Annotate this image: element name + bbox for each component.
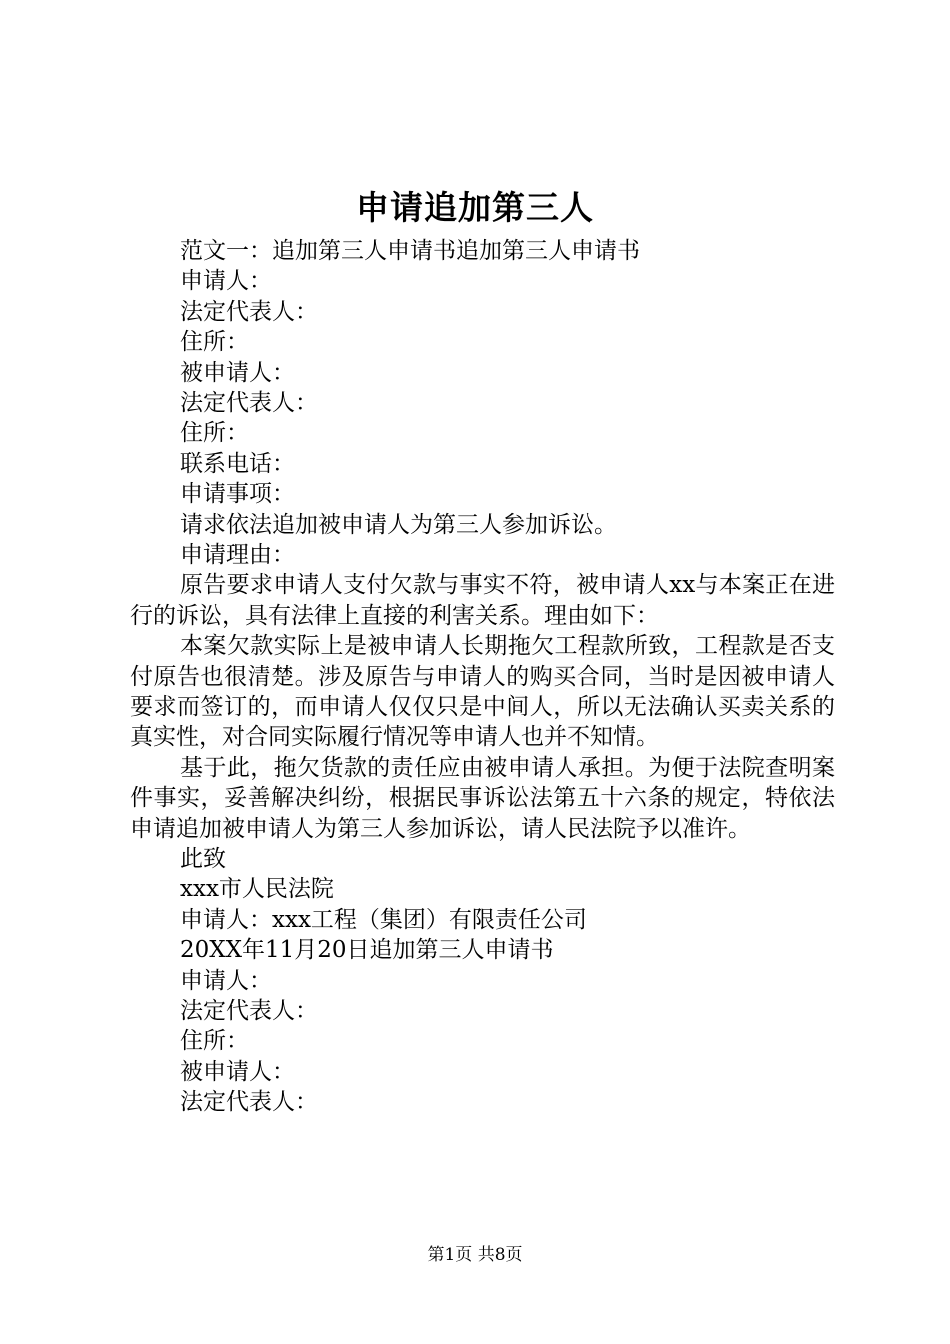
document-title: 申请追加第三人 (356, 188, 594, 227)
applicant-label-2: 申请人： (180, 967, 272, 994)
signature-applicant: 申请人：xxx工程（集团）有限责任公司 (180, 906, 587, 933)
respondent-legal-representative-label-2: 法定代表人： (180, 1089, 318, 1116)
reason-paragraph-2: 本案欠款实际上是被申请人长期拖欠工程款所致，工程款是否支付原告也很清楚。涉及原告与申请人的购买合同，当时是因被申请人要求而签订的，而申请人仅仅只是中间人，所以无法确认买卖关系的真实性，对合同实际履行情况等申请人也并不知情。 (130, 633, 835, 751)
page-number-footer: 第1页 共8页 (427, 1245, 523, 1265)
respondent-address-label: 住所： (180, 420, 249, 447)
intro-line: 范文一：追加第三人申请书追加第三人申请书 (180, 238, 640, 264)
respondent-label-2: 被申请人： (180, 1058, 295, 1085)
reason-paragraph-1: 原告要求申请人支付欠款与事实不符，被申请人xx与本案正在进行的诉讼，具有法律上直接的利害关系。理由如下： (130, 572, 835, 629)
address-label: 住所： (180, 329, 249, 356)
document-body (130, 236, 835, 1117)
phone-label: 联系电话： (180, 450, 295, 477)
salutation-line: 此致 (180, 845, 226, 872)
respondent-label: 被申请人： (180, 359, 295, 386)
request-item-text: 请求依法追加被申请人为第三人参加诉讼。 (180, 511, 617, 538)
legal-representative-label: 法定代表人： (180, 298, 318, 325)
date-line: 20XX年11月20日追加第三人申请书 (180, 937, 554, 964)
reasons-label: 申请理由： (180, 541, 295, 568)
request-items-label: 申请事项： (180, 481, 295, 508)
applicant-label: 申请人： (180, 268, 272, 295)
respondent-legal-representative-label: 法定代表人： (180, 389, 318, 416)
address-label-2: 住所： (180, 1028, 249, 1055)
reason-paragraph-3: 基于此，拖欠货款的责任应由被申请人承担。为便于法院查明案件事实，妥善解决纠纷，根据民事诉讼法第五十六条的规定，特依法申请追加被申请人为第三人参加诉讼，请人民法院予以准许。 (130, 754, 835, 842)
legal-representative-label-2: 法定代表人： (180, 997, 318, 1024)
court-name: xxx市人民法院 (180, 876, 334, 903)
